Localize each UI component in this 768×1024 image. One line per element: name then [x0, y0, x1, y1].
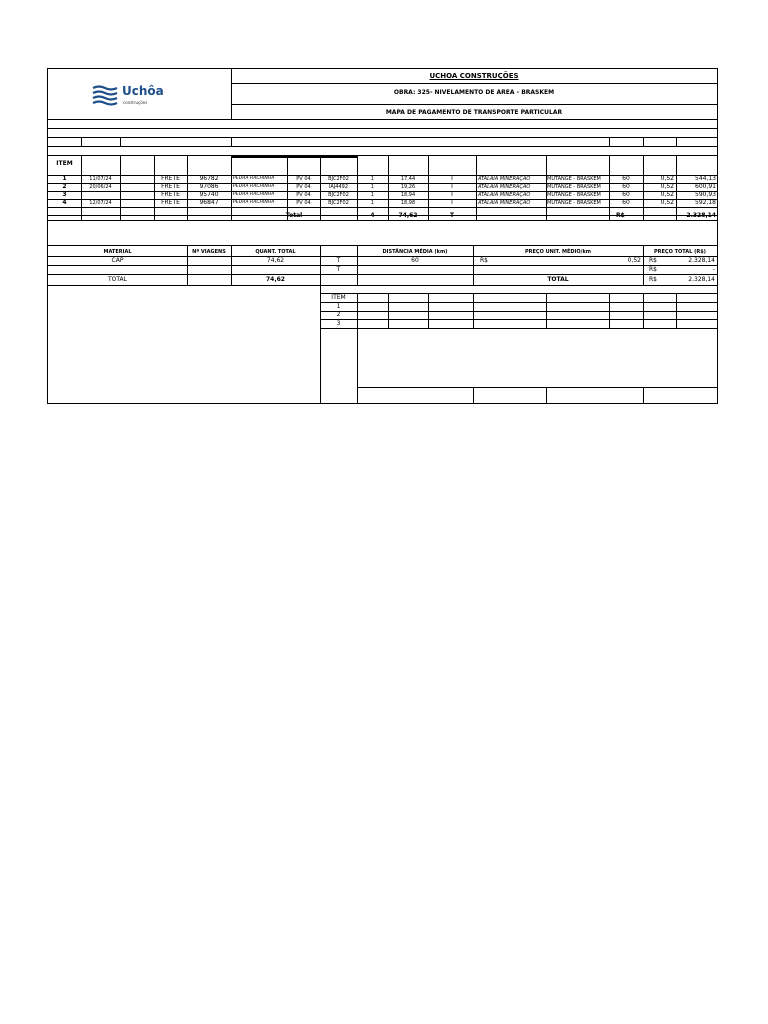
row-viagens: 1 [370, 192, 375, 198]
row-viagens: 1 [370, 200, 375, 206]
row-placa: IAJ4492 [328, 184, 349, 190]
row-km: 60 [622, 183, 630, 190]
row-placa: BJC2F02 [328, 176, 349, 182]
summary-preco-unit-header: PREÇO UNIT. MÉDIO/km [524, 249, 591, 255]
row-destino: MUTANGE - BRASKEM [547, 192, 601, 198]
row-viagens: 1 [370, 176, 375, 182]
row-preco: 0,52 [660, 175, 674, 182]
summary-currency: R$ [480, 257, 488, 264]
row-pv: PV 04 [296, 184, 311, 190]
summary-total-label: TOTAL [107, 276, 128, 283]
summary-material-header: MATERIAL [103, 249, 132, 255]
row-destino: MUTANGE - BRASKEM [547, 176, 601, 182]
row-date: 12/07/24 [89, 200, 112, 206]
logo-subtitle: construções [123, 100, 148, 105]
row-peso: 18,94 [400, 192, 416, 198]
total-value: 2.328,14 [686, 212, 716, 219]
row-unit: T [450, 175, 454, 182]
row-origem: ATALAIA MINERAÇÃO [478, 192, 531, 198]
summary-unit: T [336, 257, 341, 264]
summary-total-title: TOTAL [547, 276, 569, 283]
company-logo [92, 83, 182, 109]
summary-preco-unit: 0,52 [627, 257, 641, 264]
row-pv: PV 04 [296, 200, 311, 206]
row-placa: BJC2F02 [328, 200, 349, 206]
lower-item: 2 [336, 311, 341, 318]
obra-title: OBRA: 325- NIVELAMENTO DE AREA - BRASKEM [393, 89, 555, 96]
summary-quant-header: QUANT. TOTAL [255, 249, 296, 255]
lower-item: 3 [336, 320, 341, 327]
total-currency: R$ [616, 212, 625, 219]
sheet-title: MAPA DE PAGAMENTO DE TRANSPORTE PARTICULAR [385, 109, 563, 116]
row-date: 11/07/24 [89, 176, 112, 182]
summary-total-quant: 74,62 [266, 276, 285, 283]
row-pv: PV 04 [296, 176, 311, 182]
row-preco: 0,52 [660, 191, 674, 198]
row-item: 3 [62, 191, 67, 198]
summary-preco-total: - [712, 266, 715, 273]
summary-distancia-header: DISTÂNCIA MÉDIA (km) [382, 249, 448, 255]
total-peso: 74,62 [398, 212, 418, 219]
row-nota: 95740 [199, 191, 219, 198]
row-tipo: FRETE [161, 199, 180, 206]
summary-total-currency: R$ [649, 276, 657, 283]
row-destino: MUTANGE - BRASKEM [547, 184, 601, 190]
logo-waves-icon [92, 83, 118, 109]
row-total: 600,91 [695, 183, 716, 190]
payment-sheet [47, 68, 718, 404]
row-date: 20/06/24 [89, 184, 112, 190]
summary-quant: 74,62 [266, 257, 285, 264]
summary-preco-total-header: PREÇO TOTAL (R$) [654, 249, 706, 255]
total-label: Total [285, 212, 303, 219]
lower-item-header: ITEM [331, 294, 346, 301]
row-destino: MUTANGE - BRASKEM [547, 200, 601, 206]
summary-distancia: 60 [411, 257, 419, 264]
row-viagens: 1 [370, 184, 375, 190]
row-total: 544,13 [695, 175, 716, 182]
summary-currency-total: R$ [649, 257, 657, 264]
row-preco: 0,52 [660, 183, 674, 190]
summary-preco-total: 2.328,14 [688, 257, 715, 264]
item-header: ITEM [56, 160, 73, 167]
summary-viagens-header: Nº VIAGENS [192, 249, 226, 255]
row-preco: 0,52 [660, 199, 674, 206]
row-nota: 97086 [199, 183, 219, 190]
summary-currency-total: R$ [649, 266, 657, 273]
row-peso: 19,26 [400, 184, 416, 190]
row-km: 60 [622, 191, 630, 198]
summary-material: CAP [111, 257, 124, 264]
row-item: 2 [62, 183, 67, 190]
row-peso: 18,98 [400, 200, 416, 206]
row-unit: T [450, 199, 454, 206]
row-pv: PV 04 [296, 192, 311, 198]
summary-unit: T [336, 266, 341, 273]
total-unit: T [449, 212, 455, 219]
logo-name: Uchôa [122, 84, 164, 98]
row-tipo: FRETE [161, 175, 180, 182]
row-tipo: FRETE [161, 183, 180, 190]
row-total: 590,93 [695, 191, 716, 198]
row-km: 60 [622, 175, 630, 182]
row-placa: BJC2F02 [328, 192, 349, 198]
row-item: 1 [62, 175, 67, 182]
row-origem: ATALAIA MINERAÇÃO [478, 176, 531, 182]
row-material: PEDRA RACHINHA [233, 192, 275, 197]
row-peso: 17,44 [400, 176, 416, 182]
row-nota: 96847 [199, 199, 219, 206]
row-total: 592,18 [695, 199, 716, 206]
row-km: 60 [622, 199, 630, 206]
company-name: UCHOA CONSTRUÇÕES [429, 72, 519, 80]
row-material: PEDRA RACHINHA [233, 184, 275, 189]
summary-total-value: 2.328,14 [688, 276, 715, 283]
row-material: PEDRA RACHINHA [233, 200, 275, 205]
row-tipo: FRETE [161, 191, 180, 198]
row-item: 4 [62, 199, 67, 206]
row-material: PEDRA RACHINHA [233, 176, 275, 181]
total-viagens: 4 [370, 212, 375, 219]
row-nota: 96782 [199, 175, 219, 182]
row-unit: T [450, 191, 454, 198]
row-unit: T [450, 183, 454, 190]
row-origem: ATALAIA MINERAÇÃO [478, 200, 531, 206]
lower-item: 1 [336, 303, 341, 310]
row-origem: ATALAIA MINERAÇÃO [478, 184, 531, 190]
